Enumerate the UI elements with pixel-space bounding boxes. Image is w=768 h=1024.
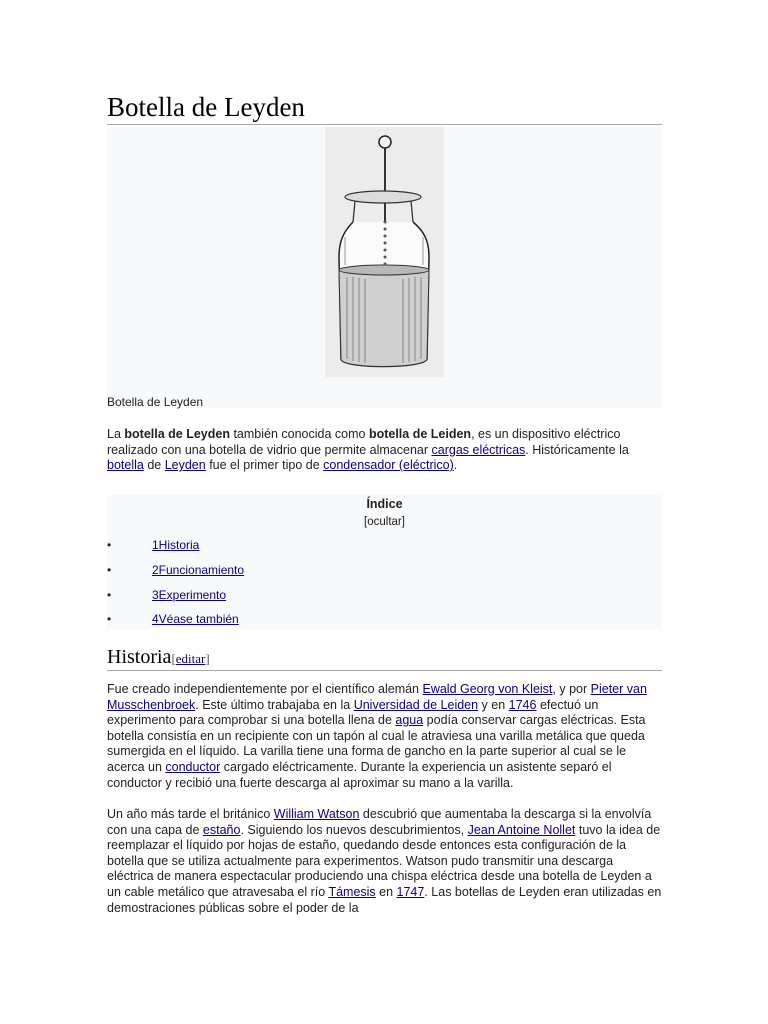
link-kleist[interactable]: Ewald Georg von Kleist [422, 682, 553, 696]
toc-link-vease-tambien[interactable]: 4Véase también [152, 612, 239, 626]
toc-hide-toggle[interactable]: [ocultar] [364, 516, 405, 528]
toc-title: Índice [366, 497, 403, 511]
leyden-jar-illustration [325, 127, 444, 377]
bullet: • [107, 588, 112, 602]
intro-paragraph: La botella de Leyden también conocida como botella de Leiden, es un dispositivo eléctrico realizado con una botella de vidrio que permite almacenar cargas eléctricas. Históricamente la botella de Leyden fue el primer tipo de condensador (eléctrico). [107, 427, 629, 473]
link-condensador[interactable]: condensador (eléctrico) [323, 458, 454, 473]
link-cargas-electricas[interactable]: cargas eléctricas [431, 442, 526, 457]
toc-link-experimento[interactable]: 3Experimento [152, 588, 227, 602]
bullet: • [107, 612, 112, 626]
bullet: • [107, 538, 112, 552]
toc-link-historia[interactable]: 1Historia [152, 538, 200, 552]
link-agua[interactable]: agua [395, 713, 424, 728]
link-1747[interactable]: 1747 [396, 884, 425, 899]
edit-section: [editar] [171, 651, 210, 666]
link-estano[interactable]: estaño [202, 822, 241, 837]
link-william-watson[interactable]: William Watson [273, 807, 360, 821]
historia-paragraph-1: Fue creado independientemente por el científico alemán Ewald Georg von Kleist, y por Pieter van Musschenbroek. Este último trabajaba en la Universidad de Leiden y en 1746 efectuó un experimento para comprobar si una botella llena de agua podía conservar cargas eléctricas. Esta botella consistía en un recipiente con un tapón al cual le atraviesa una varilla metálica que queda sumergida en el líquido. La varilla tiene una forma de gancho en la parte superior al cual se le acerca un conductor cargado eléctricamente. Durante la experiencia un asistente separó el conductor y recibió una fuerte descarga al aproximar su mano a la varilla. [107, 682, 647, 790]
link-musschenbroek[interactable]: Pieter van Musschenbroek [107, 682, 647, 712]
link-botella[interactable]: botella [107, 458, 144, 473]
link-conductor[interactable]: conductor [165, 759, 221, 774]
page-title: Botella de Leyden [107, 92, 662, 125]
link-universidad-leiden[interactable]: Universidad de Leiden [353, 697, 479, 712]
historia-paragraph-2: Un año más tarde el británico William Watson descubrió que aumentaba la descarga si la envolvía con una capa de estaño. Siguiendo los nuevos descubrimientos, Jean Antoine Nollet tuvo la idea de reemplazar el líquido por hojas de estaño, quedando desde entonces esta configuración de la botella que se utiliza actualmente para experimentos. Watson pudo transmitir una descarga eléctrica de manera espectacular produciendo una chispa eléctrica desde una botella de Leyden a un cable metálico que atravesaba el río Támesis en 1747. Las botellas de Leyden eran utilizadas en demostraciones públicas sobre el poder de la [107, 807, 662, 915]
table-of-contents [107, 495, 662, 629]
figure [107, 127, 662, 408]
link-leyden[interactable]: Leyden [164, 458, 206, 473]
section-heading-historia: Historia[editar] [107, 646, 662, 671]
link-nollet[interactable]: Jean Antoine Nollet [467, 822, 576, 837]
link-tamesis[interactable]: Támesis [328, 884, 376, 899]
link-1746[interactable]: 1746 [508, 697, 537, 712]
figure-caption: Botella de Leyden [107, 395, 204, 409]
bullet: • [107, 563, 112, 577]
toc-link-funcionamiento[interactable]: 2Funcionamiento [152, 563, 245, 577]
edit-link[interactable]: editar [175, 651, 206, 666]
